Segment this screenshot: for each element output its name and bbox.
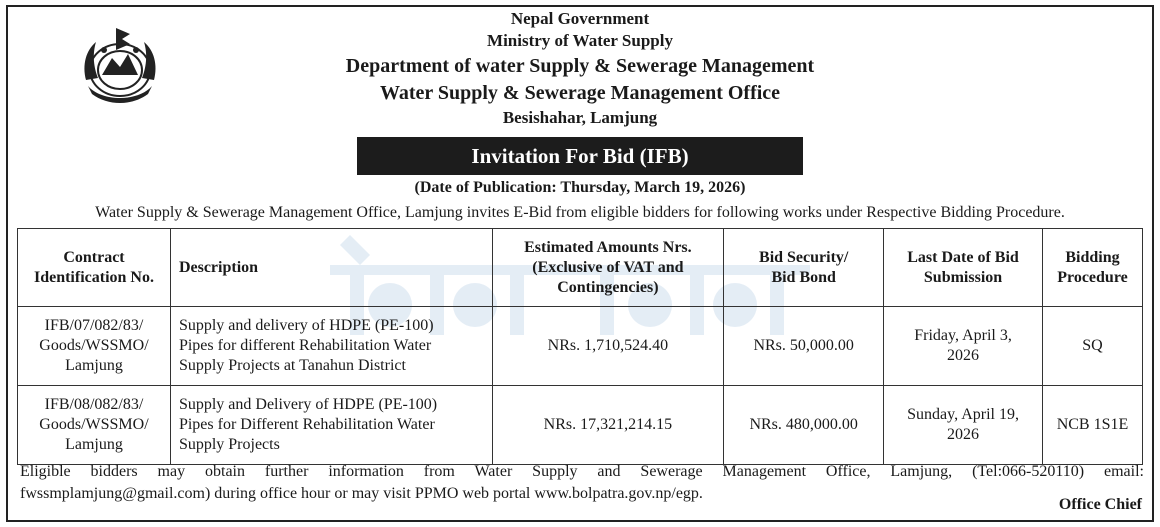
description-cell: Supply and delivery of HDPE (PE-100) Pipes for different Rehabilitation Water Supply Projects at Tanahun District: [170, 307, 492, 386]
header-contract-id: Contract Identification No.: [18, 229, 171, 307]
footer-text: [20, 461, 1144, 505]
description-cell: Supply and Delivery of HDPE (PE-100) Pipes for Different Rehabilitation Water Supply Projects: [170, 386, 492, 465]
table-row: [18, 386, 1143, 465]
last-date-cell: Sunday, April 19, 2026: [884, 386, 1043, 465]
government-name: Nepal Government: [510, 9, 650, 28]
table-row: [18, 307, 1143, 386]
header-bidding-procedure: Bidding Procedure: [1042, 229, 1142, 307]
header-estimated-amount: Estimated Amounts Nrs. (Exclusive of VAT and Contingencies): [492, 229, 724, 307]
bid-table: [17, 228, 1143, 465]
bidding-procedure-cell: SQ: [1042, 307, 1142, 386]
department-name: Department of water Supply & Sewerage Management: [345, 55, 815, 77]
office-name: Water Supply & Sewerage Management Office: [379, 82, 781, 104]
estimated-amount-cell: NRs. 17,321,214.15: [492, 386, 724, 465]
ifb-title-banner: Invitation For Bid (IFB): [357, 137, 803, 175]
office-location: Besishahar, Lamjung: [502, 108, 658, 127]
bid-security-cell: NRs. 50,000.00: [724, 307, 884, 386]
contract-id-cell: IFB/07/082/83/ Goods/WSSMO/ Lamjung: [18, 307, 171, 386]
signatory-title: Office Chief: [1058, 496, 1142, 513]
intro-text: Water Supply & Sewerage Management Office, Lamjung invites E-Bid from eligible bidders for following works under Respective Bidding Procedure.: [95, 204, 1065, 221]
last-date-cell: Friday, April 3, 2026: [884, 307, 1043, 386]
footer-line-1: Eligible bidders may obtain further information from Water Supply and Sewerage Management Office, Lamjung, (Tel:066-520110) email:: [20, 463, 1144, 480]
notice-header: [0, 8, 1160, 130]
header-bid-security: Bid Security/ Bid Bond: [724, 229, 884, 307]
header-last-date: Last Date of Bid Submission: [884, 229, 1043, 307]
table-header-row: [18, 229, 1143, 307]
footer-line-2: fwssmplamjung@gmail.com) during office hour or may visit PPMO web portal www.bolpatra.gov.np/egp.: [20, 485, 703, 502]
bidding-procedure-cell: NCB 1S1E: [1042, 386, 1142, 465]
publication-date: (Date of Publication: Thursday, March 19, 2026): [414, 179, 746, 196]
ministry-name: Ministry of Water Supply: [487, 31, 673, 50]
contract-id-cell: IFB/08/082/83/ Goods/WSSMO/ Lamjung: [18, 386, 171, 465]
header-description: Description: [170, 229, 492, 307]
estimated-amount-cell: NRs. 1,710,524.40: [492, 307, 724, 386]
bid-security-cell: NRs. 480,000.00: [724, 386, 884, 465]
